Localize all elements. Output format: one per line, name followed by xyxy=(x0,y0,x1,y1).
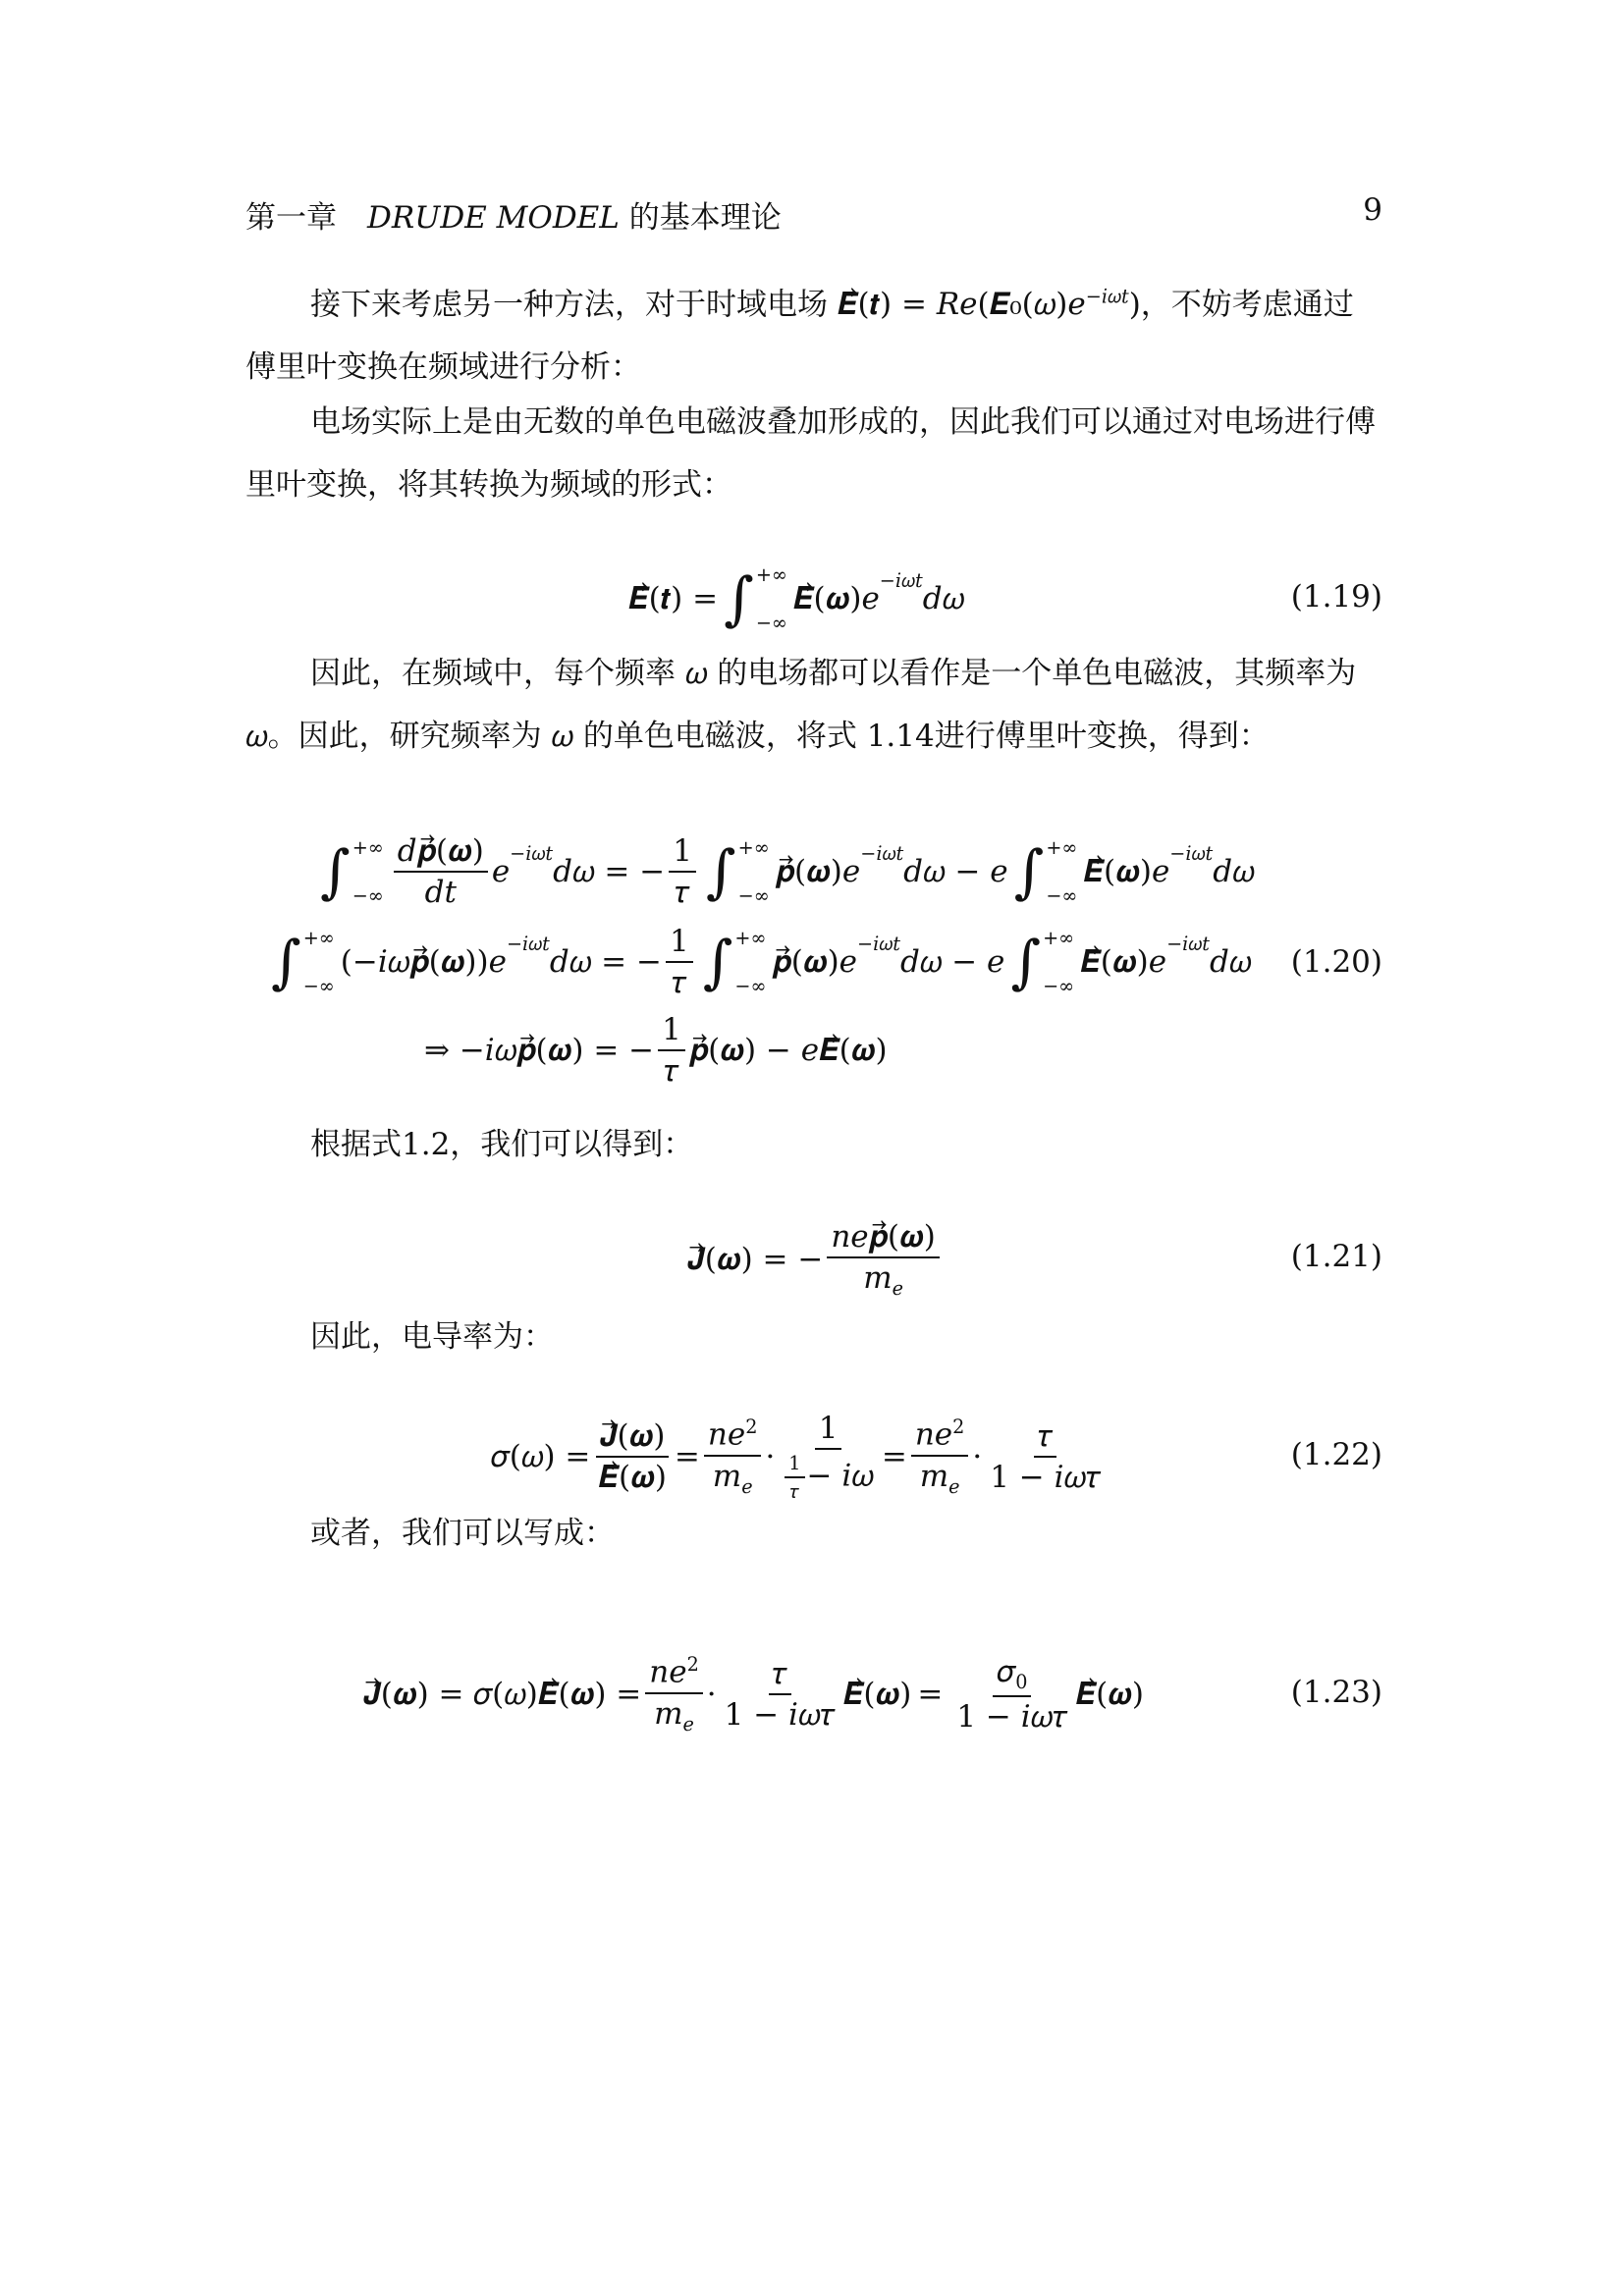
equation-row-3: ⇒ −𝑖𝜔𝒑⃗(𝝎) = − $\frac{1}{\text{𝜏}}$ 𝒑⃗(𝝎) − 𝑒𝑬⃗(𝝎) xyxy=(424,1011,888,1089)
page-number: 9 xyxy=(1363,192,1382,228)
paragraph-3: 因此，在频域中，每个频率 𝜔 的电场都可以看作是一个单色电磁波，其频率为 𝜔。因此，研究频率为 𝜔 的单色电磁波，将式 1.14进行傅里叶变换，得到： xyxy=(245,656,1357,754)
equation-1-22: 𝜎(𝜔) = $\frac{\text{𝑱⃗(𝝎)}}{\text{𝑬⃗(𝝎)}}$ = $\frac{𝑛𝑒^2}{𝑚_𝑒}$ · 1 $\frac{1}{\text{𝜏}}$ − 𝑖𝜔 = $\frac{𝑛𝑒^2}{𝑚_𝑒}$ · $\frac{\text{𝜏}}{\text{1 − 𝑖𝜔𝜏}}$ (1.22) xyxy=(491,1410,1382,1504)
equation-1-19: 𝑬⃗(𝒕) = ∫ +∞ −∞ 𝑬⃗(𝝎)𝑒 $^{-𝑖𝜔𝑡}$ 𝑑𝜔 (1.19) xyxy=(628,563,1382,634)
equation-row-1: ∫ +∞ −∞ $\frac{\text{𝑑𝒑⃗(𝝎)}}{\text{𝑑𝑡}}$ 𝑒 $^{-𝑖𝜔𝑡}$ 𝑑𝜔 = − $\frac{1}{\text{𝜏}}$ ∫ +∞ −∞ 𝒑⃗(𝝎)𝑒 $^{-𝑖𝜔𝑡}$ 𝑑𝜔 − 𝑒 ∫ +∞ −∞ 𝑬⃗(𝝎)𝑒 $^{-𝑖𝜔𝑡}$ 𝑑𝜔 xyxy=(320,832,1255,910)
equation-1-23: 𝑱⃗(𝝎) = 𝜎(𝜔)𝑬⃗(𝝎) = $\frac{𝑛𝑒^2}{𝑚_𝑒}$ · $\frac{\text{𝜏}}{\text{1 − 𝑖𝜔𝜏}}$ 𝑬⃗(𝝎) = $\frac{𝜎_0}{\text{1 − 𝑖𝜔𝜏}}$ 𝑬⃗(𝝎) (1.23) xyxy=(363,1653,1382,1735)
equation-number: (1.23) xyxy=(1290,1675,1382,1710)
running-header xyxy=(245,192,1382,236)
paragraph-6: 或者，我们可以写成： xyxy=(310,1516,615,1551)
equation-1-20 xyxy=(245,825,1382,1099)
paragraph-2: 电场实际上是由无数的单色电磁波叠加形成的，因此我们可以通过对电场进行傅里叶变换，将其转换为频域的形式： xyxy=(245,404,1376,503)
integral-sign: ∫ +∞ −∞ xyxy=(724,563,787,634)
inline-formula: 𝑬⃗(𝒕) = 𝑅𝑒(𝑬₀(𝜔)𝑒$^{-𝑖𝜔𝑡}$ xyxy=(837,286,1129,323)
paragraph-4: 根据式1.2，我们可以得到： xyxy=(310,1127,694,1162)
equation-number: (1.19) xyxy=(1290,579,1382,614)
equation-number: (1.20) xyxy=(1290,944,1382,980)
paragraph-1: 接下来考虑另一种方法，对于时域电场 𝑬⃗(𝒕) = 𝑅𝑒(𝑬₀(𝜔)𝑒$^{-𝑖𝜔𝑡}$)，不妨考虑通过傅里叶变换在频域进行分析： xyxy=(245,286,1354,386)
equation-number: (1.22) xyxy=(1290,1437,1382,1472)
equation-1-21: 𝑱⃗(𝝎) = − $\frac{\text{𝑛𝑒𝒑⃗(𝝎)}}{𝑚_𝑒}$ (1.21) xyxy=(687,1218,1382,1301)
paragraph-5: 因此，电导率为： xyxy=(310,1319,554,1355)
equation-row-2: ∫ +∞ −∞ (−𝑖𝜔𝒑⃗(𝝎))𝑒 $^{-𝑖𝜔𝑡}$ 𝑑𝜔 = − $\frac{1}{\text{𝜏}}$ ∫ +∞ −∞ 𝒑⃗(𝝎)𝑒 $^{-𝑖𝜔𝑡}$ 𝑑𝜔 − 𝑒 ∫ +∞ −∞ 𝑬⃗(𝝎)𝑒 $^{-𝑖𝜔𝑡}$ 𝑑𝜔 xyxy=(271,923,1252,1000)
chapter-title: 第一章 𝐷𝑅𝑈𝐷𝐸 𝑀𝑂𝐷𝐸𝐿 的基本理论 xyxy=(245,200,782,236)
equation-number: (1.21) xyxy=(1290,1239,1382,1274)
